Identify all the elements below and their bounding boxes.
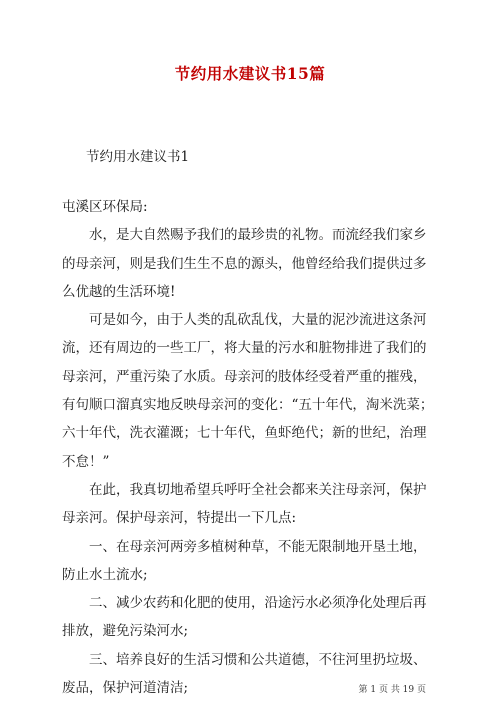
salutation: 屯溪区环保局: [62,199,148,215]
paragraph: 在此，我真切地希望兵呼吁全社会都来关注母亲河，保护母亲河。保护母亲河，特提出一下几点: [62,481,427,527]
page-indicator: 第 1 页 共 19 页 [358,685,426,695]
document-body [62,193,434,702]
list-item: 二、减少农药和化肥的使用，沿途污水必须净化处理后再排放，避免污染河水; [62,595,427,640]
paragraph: 水，是大自然赐予我们的最珍贵的礼物。而流经我们家乡的母亲河，则是我们生生不息的源头，他曾经给我们提供过多么优越的生活环境! [62,227,427,300]
section-heading: 节约用水建议书1 [86,149,190,165]
list-item: 一、在母亲河两旁多植树种草，不能无限制地开垦土地，防止水土流水; [62,538,427,583]
document-title: 节约用水建议书15篇 [174,64,326,83]
paragraph: 可是如今，由于人类的乱砍乱伐，大量的泥沙流进这条河流，还有周边的一些工厂，将大量的污水和脏物排进了我们的母亲河，严重污染了水质。母亲河的肢体经受着严重的摧残，有句顺口溜真实地反映母亲河的变化：“五十年代，淘米洗菜；六十年代，洗衣灌溉；七十年代，鱼虾绝代；新的世纪，治理不怠！” [62,312,434,470]
list-item: 三、培养良好的生活习惯和公共道德，不往河里扔垃圾、废品，保护河道清洁; [62,651,427,697]
